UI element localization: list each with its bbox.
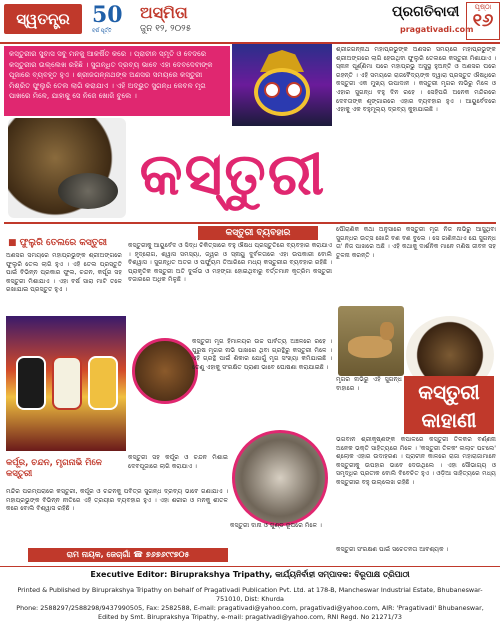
anniversary-logo bbox=[92, 2, 132, 38]
jagannath-image bbox=[6, 316, 126, 451]
anniversary-number: 50 bbox=[92, 2, 123, 28]
section-label: ସ୍ୱତନ୍ତ୍ର bbox=[4, 4, 82, 34]
anniversary-sub: ବର୍ଷ ପୂର୍ତ୍ତି bbox=[92, 28, 112, 34]
section2-heading: କସ୍ତୁରୀ ବ୍ୟବହାର bbox=[198, 226, 318, 240]
byline: ରାମ ନାୟକ, ଜେଚାଗାଁ ☎ ୭୬୭୬୯୯୭୦୫ bbox=[28, 548, 228, 562]
deity-image bbox=[232, 44, 332, 126]
deity-eye-left bbox=[264, 82, 280, 98]
section1-heading: ■ ଫୁଲୁରି ତେଲରେ କସ୍ତୁରୀ bbox=[8, 238, 108, 248]
deity-eye-right bbox=[286, 82, 302, 98]
section2-body-b: କସ୍ତୁରୀ ମୃଗ ହିମାଳୟର ଉଚ୍ଚ ପାର୍ବତ୍ୟ ଅଞ୍ଚଳରେ ରହେ । ପୁରୁଷ ମୃଗର ନାଭି ପାଖରେ ଥିବା ଗ୍ରନ୍ଥିରୁ କସ୍ତୁରୀ ମିଳେ । ଏହି ଗ୍ରନ୍ଥି ପାଇଁ ଶିକାର ଯୋଗୁଁ ମୃଗ ସଂଖ୍ୟା କମିଯାଇଛି । ତେଣୁ ଏହାକୁ ସଂରକ୍ଷିତ ପ୍ରାଣୀ ଭାବେ ଘୋଷଣା କରାଯାଇଛି । bbox=[192, 338, 332, 371]
executive-editor: Executive Editor: Biruprakshya Tripathy, କାର୍ଯ୍ୟନିର୍ବାହୀ ସମ୍ପାଦକ: ବିରୂପାକ୍ଷ ତ୍ରିପାଠୀ bbox=[90, 570, 410, 579]
section3-body-mid: ମୃଗର ନାଭିରୁ ଏହି ସୁଗନ୍ଧ ବାହାରେ । bbox=[336, 376, 402, 392]
musk-pod-image bbox=[8, 118, 126, 218]
section4-side: କସ୍ତୁରୀ ସହ କର୍ପୂର ଓ ଚନ୍ଦନ ମିଶାଇ ଦେବପୂଜାରେ ଲାଗି କରାଯାଏ । bbox=[128, 454, 228, 470]
weekly-name: ଅସ୍ମିତା bbox=[140, 3, 188, 22]
page-number: ୧୬ bbox=[472, 10, 494, 31]
footer-divider bbox=[0, 566, 500, 567]
crown-shape bbox=[260, 50, 304, 72]
balabhadra-figure bbox=[18, 358, 44, 408]
imprint-line-2: Phone: 2588297/2588298/9437990505, Fax: 2582588, E-mail: pragativadi@yahoo.com, pragativadi@yahoo.com, AIR: 'Pragativadi' Bhubaneswar, bbox=[16, 604, 484, 612]
jagannath-figure bbox=[90, 358, 116, 408]
page-label: ପୃଷ୍ଠା bbox=[474, 3, 492, 11]
musk-powder bbox=[58, 173, 118, 209]
section1-body: ଅଣସର ସମୟରେ ମହାପ୍ରଭୁଙ୍କ ଶ୍ରୀଅଙ୍ଗରେ ଫୁଲୁରି ତେଲ ଲାଗି ହୁଏ । ଏହି ତେଲ ପ୍ରସ୍ତୁତି ପାଇଁ ବିଭିନ୍ନ ପ୍ରକାର ଫୁଲ, ଚନ୍ଦନ, କର୍ପୂର ସହ କସ୍ତୁରୀ ମିଶାଯାଏ । ଏହା ବର୍ଷ ସାରା ମାଟି ତଳେ ରଖାଯାଇ ପ୍ରସ୍ତୁତ ହୁଏ । bbox=[6, 252, 122, 294]
section3-body-top: ପୌରାଣିକ କଥା ଅନୁସାରେ କସ୍ତୁରୀ ମୃଗ ନିଜ ନାଭିରୁ ଆସୁଥିବା ସୁଗନ୍ଧର ଉତ୍ସ ଖୋଜି ବଣ ବଣ ବୁଲେ । ସେ ଜାଣିନଥାଏ ଯେ ସୁଗନ୍ଧ ତା' ନିଜ ପାଖରେ ଅଛି । ଏହି କଥାକୁ ଦାର୍ଶନିକ ମାନେ ମଣିଷ ଜୀବନ ସହ ତୁଳନା କରନ୍ତି । bbox=[336, 226, 496, 259]
imprint-line-3: Edited by Smt. Biruprakshya Tripathy, e-mail: pragativadi@yahoo.com, RNI Regd. No 21271/73 bbox=[98, 613, 402, 621]
section4-body: ମନ୍ଦିର ପରମ୍ପରାରେ କସ୍ତୁରୀ, କର୍ପୂର ଓ ଚନ୍ଦନକୁ ପବିତ୍ର ସୁଗନ୍ଧ ଦ୍ରବ୍ୟ ଭାବେ ଗଣାଯାଏ । ମହାପ୍ରଭୁଙ୍କ ବିଭିନ୍ନ ନୀତିରେ ଏହି ତ୍ରୟୀର ବ୍ୟବହାର ହୁଏ । ଏହା ଶରୀର ଓ ମନକୁ ଶୀତଳ କରେ ବୋଲି ବିଶ୍ୱାସ ରହିଛି । bbox=[6, 488, 228, 513]
section3-end: କସ୍ତୁରୀ ସଂରକ୍ଷଣ ପାଇଁ ସଚେତନତା ଆବଶ୍ୟକ । bbox=[336, 546, 449, 553]
intro-right-column: ଶ୍ରୀଜଗନ୍ନାଥ ମହାପ୍ରଭୁଙ୍କ ଅଣସର ସମୟରେ ମହାପ୍ରଭୁଙ୍କ ଶ୍ରୀଅଙ୍ଗରେ ଲାଗି ହେଉଥିବା ଫୁଲୁରି ତେଲରେ କସ୍ତୁରୀ ମିଶାଯାଏ । ସ୍ନାନ ପୂର୍ଣ୍ଣିମା ପରେ ମହାପ୍ରଭୁ ଅସୁସ୍ଥ ହୁଅନ୍ତି ଓ ଅଣସର ଘରେ ରହନ୍ତି । ଏହି ସମୟରେ ରାଜବୈଦ୍ୟଙ୍କ ଦ୍ୱାରା ପ୍ରସ୍ତୁତ ଔଷଧିରେ କସ୍ତୁରୀ ଏକ ମୁଖ୍ୟ ଉପାଦାନ । କସ୍ତୁରୀ ମୃଗର ନାଭିରୁ ମିଳେ ଓ ଏହାର ସୁଗନ୍ଧ ବହୁ ଦିନ ରହେ । ସେହିପରି ଅନେକ ମନ୍ଦିରରେ ଦେବତାଙ୍କ ଶୃଙ୍ଗାରରେ ଏହାର ବ୍ୟବହାର ହୁଏ । ଆୟୁର୍ବେଦରେ ଏହାକୁ ଏକ ବହୁମୂଲ୍ୟ ଦ୍ରବ୍ୟ କୁହାଯାଇଛି । bbox=[336, 46, 496, 114]
musk-deer-image bbox=[338, 306, 404, 376]
divider bbox=[4, 222, 496, 224]
imprint bbox=[6, 586, 494, 622]
section3-body-low: ଭଗବାନ ଶ୍ରୀକୃଷ୍ଣଙ୍କ କପାଳରେ କସ୍ତୁରୀ ତିଳକର ବର୍ଣ୍ଣନା ଅନେକ ଭକ୍ତି ସାହିତ୍ୟରେ ମିଳେ । 'କସ୍ତୁରୀ ତିଳକଂ ଲଲାଟ ପଟଲେ' ଶ୍ଲୋକ ଏହାର ଉଦାହରଣ । ପ୍ରାଚୀନ କାଳରେ ରାଜା ମହାରାଜାମାନେ କସ୍ତୁରୀକୁ ଉପହାର ଭାବେ ଦେଉଥିଲେ । ଏହା ସୌଭାଗ୍ୟ ଓ ସମୃଦ୍ଧିର ପ୍ରତୀକ ବୋଲି ବିବେଚିତ ହୁଏ । ଓଡ଼ିଆ ସାହିତ୍ୟରେ ମଧ୍ୟ କସ୍ତୁରୀର ବହୁ ଉଲ୍ଲେଖ ରହିଛି । bbox=[336, 436, 496, 486]
newspaper-brand: ପ୍ରଗତିବାଦୀ bbox=[392, 4, 460, 20]
musk-grains-image bbox=[232, 430, 328, 526]
section4-caption: କସ୍ତୁରୀ ଦାନା ଓ ଗୁଣ୍ଡ ରୂପରେ ମିଳେ । bbox=[230, 522, 322, 529]
deer-head bbox=[380, 322, 394, 340]
section2-body: କସ୍ତୁରୀକୁ ଆୟୁର୍ବେଦ ଓ ସିଦ୍ଧ ଚିକିତ୍ସାରେ ବହୁ ଔଷଧ ପ୍ରସ୍ତୁତିରେ ବ୍ୟବହାର କରାଯାଏ । ହୃଦ୍‌ରୋଗ, ଶ୍ୱାସ ସମସ୍ୟା, ଜ୍ୱର ଓ ସ୍ନାୟୁ ଦୁର୍ବଳତାରେ ଏହା ଉପକାରୀ ବୋଲି ବିଶ୍ୱାସ । ସୁଗନ୍ଧିତ ଅତର ଓ ପର୍ଫ୍ୟୁମ ତିଆରିରେ ମଧ୍ୟ କସ୍ତୁରୀର ବ୍ୟବହାର ରହିଛି । ପ୍ରାକୃତିକ କସ୍ତୁରୀ ଅତି ଦୁର୍ଲଭ ଓ ମହଙ୍ଗା ହୋଇଥିବାରୁ ବର୍ତ୍ତମାନ କୃତ୍ରିମ କସ୍ତୁରୀ ବଜାରରେ ଅଧିକ ମିଳୁଛି । bbox=[128, 242, 332, 284]
page-number-box bbox=[466, 2, 500, 40]
section4-heading: କର୍ପୂର, ଚନ୍ଦନ, ମୃଗନାଭି ମିଳେ କସ୍ତୁରୀ bbox=[6, 458, 102, 479]
kahani-title-box: କସ୍ତୁରୀ କାହାଣୀ bbox=[404, 376, 494, 434]
issue-date: ଜୁନ ୧୨, ୨୦୨୫ bbox=[140, 24, 192, 34]
page-title: କସ୍ତୁରୀ bbox=[139, 140, 327, 208]
masthead bbox=[0, 0, 500, 44]
imprint-line-1: Printed & Published by Biruprakshya Tripathy on behalf of Pragativadi Publication Pvt. Ltd. at 178-B, Mancheswar Industrial Estate, Bhubaneswar-751010, Dist: Khurda bbox=[17, 586, 483, 603]
website: pragativadi.com bbox=[400, 25, 474, 34]
musk-circle-image bbox=[132, 338, 198, 404]
intro-box: କସ୍ତୁରୀର ସୁବାସ ସବୁ ମନକୁ ଆକର୍ଷିତ କରେ । ପ୍ରାଚୀନ ସ୍ମୃତି ଓ ବେଦରେ କସ୍ତୁରୀର ଉଲ୍ଲେଖ ରହିଛି । ସୁଗନ୍ଧିତ ଦ୍ରବ୍ୟ ଭାବେ ଏହା ଦେବଦେବୀଙ୍କ ପୂଜାରେ ବ୍ୟବହୃତ ହୁଏ । ଶ୍ରୀଜଗନ୍ନାଥଙ୍କ ଅଣସର ସମୟରେ କସ୍ତୁରୀ ମିଶ୍ରିତ ଫୁଲୁରି ତେଲ ଲାଗି କରାଯାଏ । ଏହି ଅଦ୍ଭୁତ ସୁଗନ୍ଧ କେବଳ ମୃଗ ପାଖରେ ମିଳେ, ଯାହାକୁ ସେ ନିଜେ ଖୋଜି ବୁଲେ । bbox=[4, 46, 230, 116]
subhadra-figure bbox=[54, 358, 80, 408]
